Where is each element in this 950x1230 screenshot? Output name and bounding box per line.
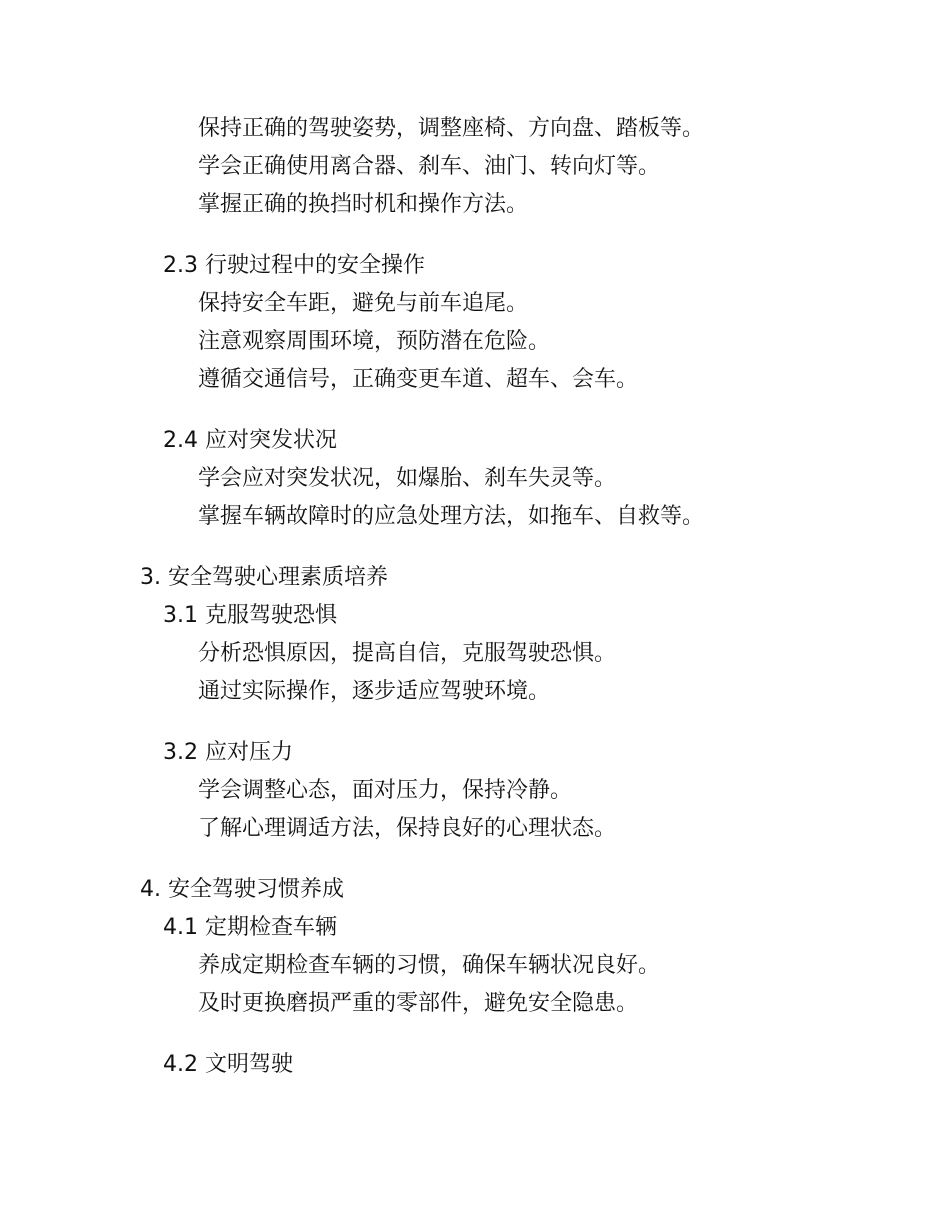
body-line: 掌握车辆故障时的应急处理方法，如拖车、自救等。 bbox=[198, 504, 705, 529]
body-line: 遵循交通信号，正确变更车道、超车、会车。 bbox=[198, 367, 639, 392]
section-heading-2-3: 2.3 行驶过程中的安全操作 bbox=[163, 253, 425, 278]
body-line: 学会调整心态，面对压力，保持冷静。 bbox=[198, 778, 573, 803]
body-line: 分析恐惧原因，提高自信，克服驾驶恐惧。 bbox=[198, 641, 617, 666]
section-heading-4: 4. 安全驾驶习惯养成 bbox=[140, 877, 344, 902]
body-line: 保持安全车距，避免与前车追尾。 bbox=[198, 291, 529, 316]
section-heading-3-1: 3.1 克服驾驶恐惧 bbox=[163, 603, 337, 628]
section-heading-3-2: 3.2 应对压力 bbox=[163, 740, 293, 765]
body-line: 注意观察周围环境，预防潜在危险。 bbox=[198, 329, 551, 354]
body-line: 养成定期检查车辆的习惯，确保车辆状况良好。 bbox=[198, 953, 661, 978]
section-heading-4-1: 4.1 定期检查车辆 bbox=[163, 915, 337, 940]
section-heading-4-2: 4.2 文明驾驶 bbox=[163, 1052, 293, 1077]
body-line: 了解心理调适方法，保持良好的心理状态。 bbox=[198, 816, 617, 841]
body-line: 及时更换磨损严重的零部件，避免安全隐患。 bbox=[198, 991, 639, 1016]
body-line: 通过实际操作，逐步适应驾驶环境。 bbox=[198, 679, 551, 704]
body-line: 学会正确使用离合器、刹车、油门、转向灯等。 bbox=[198, 154, 661, 179]
section-heading-3: 3. 安全驾驶心理素质培养 bbox=[140, 565, 388, 590]
body-line: 学会应对突发状况，如爆胎、刹车失灵等。 bbox=[198, 466, 617, 491]
body-line: 掌握正确的换挡时机和操作方法。 bbox=[198, 192, 529, 217]
body-line: 保持正确的驾驶姿势，调整座椅、方向盘、踏板等。 bbox=[198, 116, 705, 141]
section-heading-2-4: 2.4 应对突发状况 bbox=[163, 428, 337, 453]
